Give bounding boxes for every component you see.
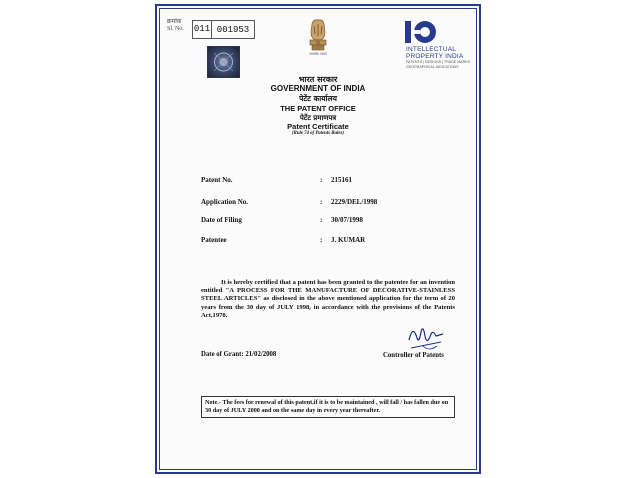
date-of-grant: Date of Grant: 21/02/2008 [201,351,277,358]
serial-number-box [192,20,255,39]
ipi-line2: PROPERTY INDIA [406,53,464,60]
certification-text: It is hereby certified that a patent has been granted to the patentee for an invention entitled "A PROCESS FOR THE MANUFACTURE OF DECORATIVE-STAINLESS STEEL ARTICLES" as disclosed in the above mentioned application for the term of 20 years from the 30 day of JULY 1998, in accordance with the provisions of the Patents Act,1970. [201,279,455,319]
hindi-patent-certificate: पेटेंट प्रमाणपत्र [299,114,337,122]
renewal-note-box [201,396,455,418]
field-colon: : [320,198,323,206]
government-of-india: GOVERNMENT OF INDIA [270,84,366,93]
ip-india-text [406,46,486,69]
serial-label [167,19,184,33]
rule-reference: (Rule 74 of Patents Rules) [292,131,344,136]
ashoka-emblem-icon [303,18,333,68]
patentee-value: J. KUMAR [331,236,366,244]
serial-prefix: 011 [193,21,212,38]
certification-paragraph [201,279,455,320]
serial-number: 001953 [216,24,250,35]
application-number-value: 2229/DEL/1998 [331,198,378,206]
field-colon: : [320,236,323,244]
date-of-filing-value: 30/07/1998 [331,216,363,224]
ipi-line1: INTELLECTUAL [406,46,457,53]
ipi-line3: PATENTS | DESIGNS | TRADE MARKS [406,60,470,64]
renewal-note-text: Note.- The fees for renewal of this patent,if it is to be maintained , will fall / has fallen due on 30 day of JULY 2000 and on the same day in every year thereafter. [205,399,449,414]
hindi-government: भारत सरकार [298,75,338,84]
controller-of-patents: Controller of Patents [383,352,444,359]
ipi-line4: GEOGRAPHICAL INDICATIONS [406,64,459,69]
date-of-filing-label: Date of Filing [201,216,242,224]
patent-certificate-title: Patent Certificate [287,122,349,131]
hindi-patent-office: पेटेंट कार्यालय [299,94,337,103]
emblem-motto: सत्यमेव जयते [309,52,327,56]
field-colon: : [320,176,323,184]
patent-number-value: 215161 [331,176,352,184]
patent-number-label: Patent No. [201,176,233,184]
serial-label-english: Sl. No. [167,26,184,32]
patentee-label: Patentee [201,236,227,244]
application-number-label: Application No. [201,198,249,206]
patent-certificate [155,4,481,474]
the-patent-office: THE PATENT OFFICE [280,104,356,113]
field-colon: : [320,216,323,224]
ip-india-logo-icon [404,18,436,46]
serial-label-hindi: क्रमांक [167,19,182,25]
